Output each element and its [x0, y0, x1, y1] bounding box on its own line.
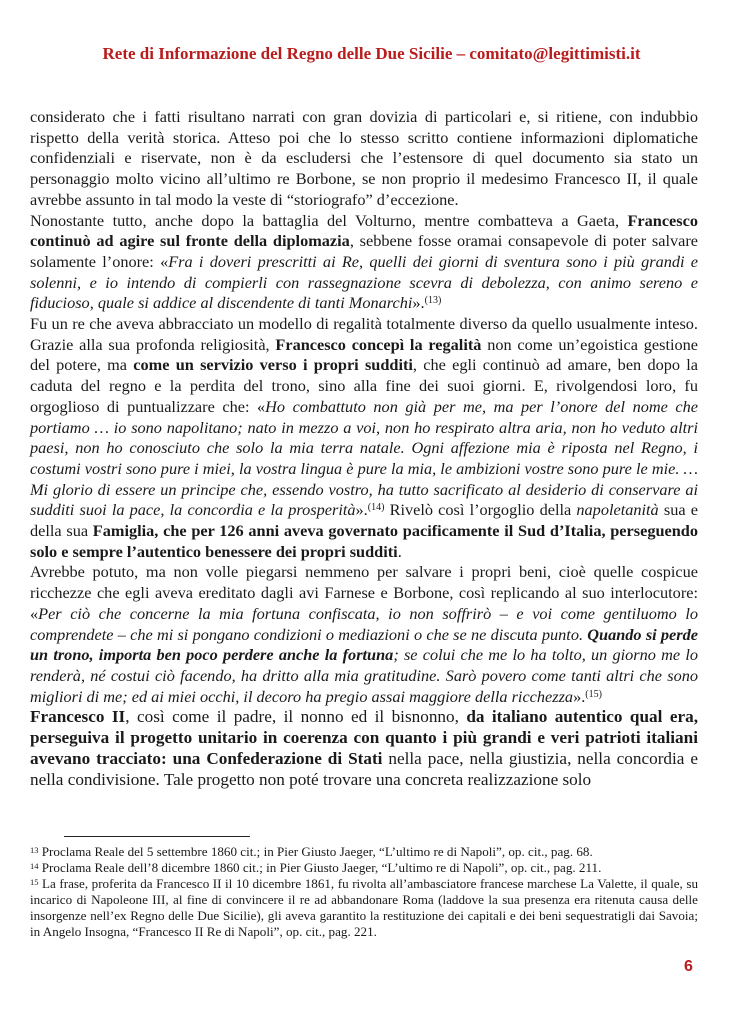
- text-run: ».: [355, 500, 368, 520]
- bold-run: Francesco concepì la regalità: [275, 334, 482, 354]
- footnote-number: 15: [30, 876, 39, 887]
- text-run: nella pace, nella giustizia, nella concordia e nella condivisione. Tale progetto non poté trovare una concreta realizzazione solo: [30, 748, 698, 789]
- text-run: Avrebbe potuto, ma non volle piegarsi nemmeno per salvare i propri beni, cioè quelle cospicue ricchezze che egli aveva ereditato dagli avi Farnese e Borbone, così replicando al suo interlocutore: «: [30, 562, 698, 623]
- footnote-text: Proclama Reale dell’8 dicembre 1860 cit.; in Pier Giusto Jaeger, “L’ultimo re di Napoli”, op. cit., pag. 211.: [38, 859, 602, 875]
- footnote-ref-14: (14): [367, 502, 385, 514]
- quote-run: Fra i doveri prescritti ai Re, quelli dei giorni di sventura sono i più grandi e solenni, e io intendo di compierli con rassegnazione scevra di debolezza, con animo sereno e fiducioso, quale si addice al discendente di tanti Monarchi: [30, 251, 699, 313]
- footnote-separator: [64, 836, 250, 837]
- bold-run: Famiglia, che per 126 anni aveva governato pacificamente il Sud d’Italia, perseguendo solo e sempre l’autentico benessere dei propri sudditi: [30, 521, 698, 561]
- text-run: ».: [412, 293, 425, 313]
- bold-run: Francesco continuò ad agire sul fronte della diplomazia: [30, 210, 698, 251]
- text-run: Fu un re che aveva abbracciato un modello di regalità totalmente diverso da quello usualmente inteso. Grazie alla sua profonda religiosità,: [30, 314, 698, 354]
- quote-run: ; se colui che me lo ha tolto, un giorno me lo renderà, né costui ciò facendo, ha dritto alla mia gratitudine. Sarò povero come tanti altri che sono migliori di me; ed ai miei occhi, il decoro ha pregio assai maggiore della ricchezza: [30, 645, 699, 706]
- text-run: .: [397, 541, 402, 561]
- bold-run: Francesco II: [30, 707, 126, 727]
- footnote-text: Proclama Reale del 5 settembre 1860 cit.; in Pier Giusto Jaeger, “L’ultimo re di Napoli”, op. cit., pag. 68.: [38, 844, 593, 859]
- bold-italic-run: Quando si perde un trono, importa ben poco perdere anche la fortuna: [30, 624, 698, 665]
- paragraph-1: [30, 107, 698, 211]
- footnote-number: 13: [30, 845, 39, 855]
- quote-run: Ho combattuto non già per me, ma per l’onore del nome che portiamo … io sono napolitano; nato in mezzo a voi, non ho respirato altra aria, non ho veduto altri paesi, non ho conosciuto che solo la mia terra natale. Ogni affezione mia è riposta nel Regno, i costumi vostri sono pure i miei, la vostra lingua è pure la mia, le ambizioni vostre sono pure le mie. … Mi glorio di essere un principe che, essendo vostro, ha tutto sacrificato al desiderio di conservare ai sudditi suoi la pace, la concordia e la prosperità: [30, 396, 698, 520]
- page-number: 6: [684, 958, 693, 975]
- footnote-number: 14: [30, 860, 39, 871]
- text-run: Rivelò così l’orgoglio della: [384, 500, 577, 520]
- paragraph-3: [30, 314, 698, 562]
- quote-run: Per ciò che concerne la mia fortuna confiscata, io non soffrirò – e voi come gentiluomo lo comprendete – che mi si pongano condizioni o mediazioni o che se ne discuta punto.: [30, 603, 698, 644]
- body-text: [30, 107, 698, 790]
- footnotes: [30, 844, 698, 939]
- footnote-14: [30, 860, 698, 876]
- footnote-ref-13: (13): [424, 295, 442, 307]
- text-run: , che egli continuò ad amare, ben dopo la caduta del regno e la perdita del trono, sino alla fine dei suoi giorni. E, rivolgendosi loro, fu orgoglioso di puntualizzare che: «: [30, 355, 699, 416]
- footnote-text: La frase, proferita da Francesco II il 10 dicembre 1861, fu rivolta all’ambasciatore francese marchese La Valette, il quale, su incarico di Napoleone III, al fine di convincere il re ad abbandonare Roma (laddove la sua presenza era ritenuta causa delle insorgenze nell’ex Regno delle Due Sicilie), gli aveva garantito la restituzione dei capitali e dei beni sequestratigli dai Savoia; in Angelo Insogna, “Francesco II Re di Napoli”, op. cit., pag. 221.: [30, 875, 698, 939]
- page-header: Rete di Informazione del Regno delle Due Sicilie – comitato@legittimisti.it: [102, 44, 641, 63]
- text-run: , così come il padre, il nonno ed il bisnonno,: [125, 707, 467, 727]
- footnote-15: [30, 876, 698, 940]
- text-run: , sebbene fosse oramai consapevole di poter salvare solamente l’onore: «: [30, 231, 698, 271]
- paragraph-2: [30, 211, 698, 315]
- paragraph-4: [30, 562, 698, 707]
- footnote-13: [30, 844, 698, 860]
- text-run: considerato che i fatti risultano narrati con gran dovizia di particolari e, si ritiene, con indubbio rispetto della verità storica. Atteso poi che lo stesso scritto contiene informazioni diplomatiche confidenziali e riservate, non è da escludersi che l’estensore di quel documento sia stato un personaggio molto vicino all’ultimo re Borbone, se non proprio il medesimo Francesco II, il quale avrebbe assunto in tal modo la veste di “storiografo” d’eccezione.: [30, 107, 698, 209]
- paragraph-5: [30, 707, 698, 790]
- bold-run: come un servizio verso i propri sudditi: [133, 355, 413, 375]
- footnote-ref-15: (15): [585, 688, 602, 700]
- italic-run: napoletanità: [576, 500, 659, 520]
- text-run: ».: [573, 686, 586, 706]
- bold-run: da italiano autentico qual era, perseguiva il progetto unitario in coerenza con quanto i più grandi e veri patrioti italiani avevano tracciato: una Confederazione di Stati: [30, 707, 698, 768]
- text-run: Nonostante tutto, anche dopo la battaglia del Volturno, mentre combatteva a Gaeta,: [30, 210, 628, 230]
- text-run: sua e della sua: [30, 500, 698, 541]
- text-run: non come un’egoistica gestione del potere, ma: [30, 334, 699, 375]
